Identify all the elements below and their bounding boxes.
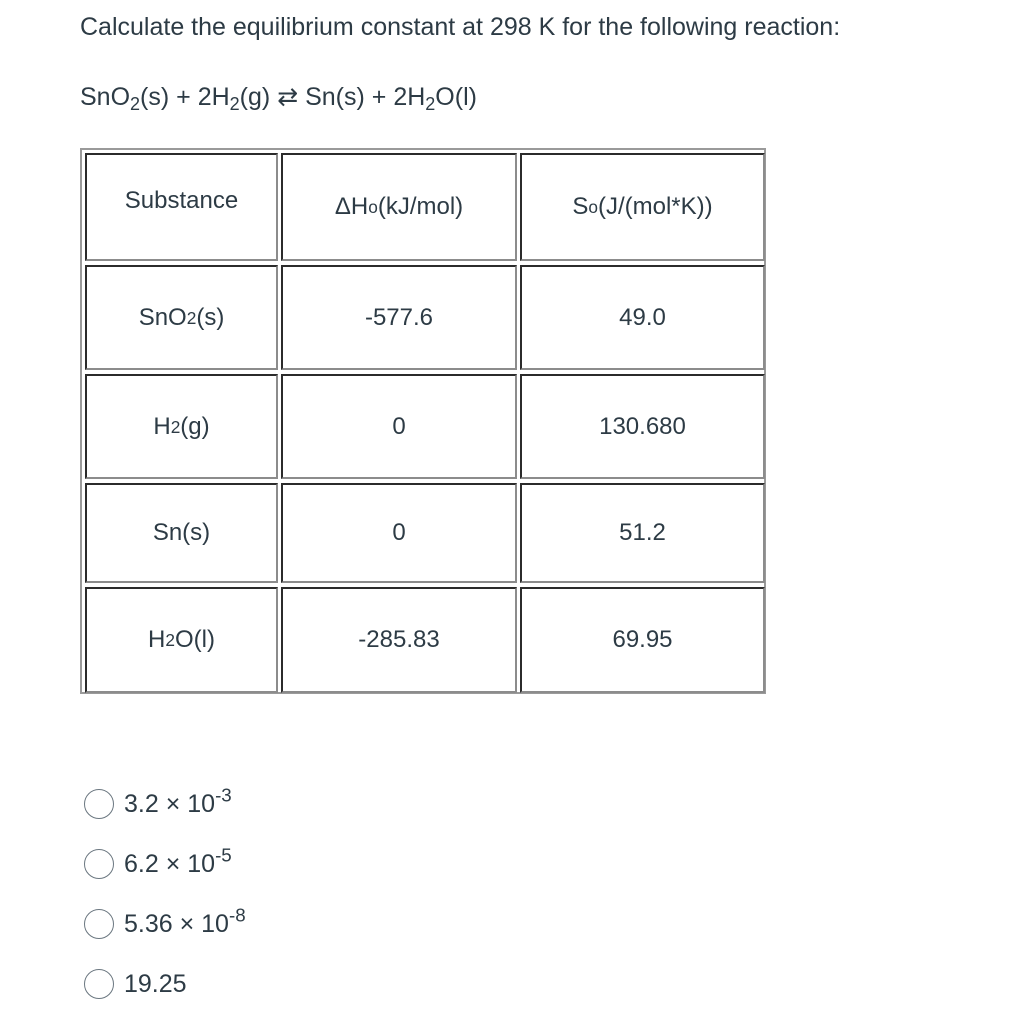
answer-option-1[interactable] — [84, 784, 232, 824]
reactant-sno2: $SnO_2(s) + 2H_2(g)$ — [80, 83, 271, 115]
radio-button[interactable] — [84, 969, 114, 999]
cell-substance: H 2 (g) — [85, 374, 278, 479]
option-label: 19.25 — [124, 969, 187, 998]
cell-enthalpy: -577.6 — [281, 265, 517, 370]
cell-entropy: 69.95 — [520, 587, 765, 693]
answer-option-2[interactable] — [84, 844, 232, 884]
reaction-equation — [80, 80, 477, 114]
header-entropy: S o (J/(mol*K)) — [520, 153, 765, 261]
cell-substance: Sn(s) — [85, 483, 278, 583]
question-text: Calculate the equilibrium constant at 298 K for the following reaction: — [80, 13, 841, 41]
radio-button[interactable] — [84, 849, 114, 879]
cell-substance: SnO 2 (s) — [85, 265, 278, 370]
header-substance: Substance — [85, 153, 278, 261]
radio-button[interactable] — [84, 789, 114, 819]
products: $Sn(s) + 2H_2O(l)$ — [305, 83, 477, 115]
header-enthalpy: ΔH o (kJ/mol) — [281, 153, 517, 261]
cell-enthalpy: 0 — [281, 374, 517, 479]
radio-button[interactable] — [84, 909, 114, 939]
option-label: $3.2 \times 10^{-3}$ — [124, 784, 232, 818]
answer-option-3[interactable] — [84, 904, 246, 944]
option-label: $5.36 \times 10^{-8}$ — [124, 904, 246, 938]
option-label: $6.2 \times 10^{-5}$ — [124, 844, 232, 878]
cell-entropy: 51.2 — [520, 483, 765, 583]
thermo-data-table — [80, 148, 766, 694]
cell-entropy: 49.0 — [520, 265, 765, 370]
answer-option-4[interactable] — [84, 964, 187, 1004]
cell-entropy: 130.680 — [520, 374, 765, 479]
cell-enthalpy: -285.83 — [281, 587, 517, 693]
equilibrium-arrow-icon: ⇄ — [277, 83, 299, 111]
cell-enthalpy: 0 — [281, 483, 517, 583]
cell-substance: H 2 O(l) — [85, 587, 278, 693]
